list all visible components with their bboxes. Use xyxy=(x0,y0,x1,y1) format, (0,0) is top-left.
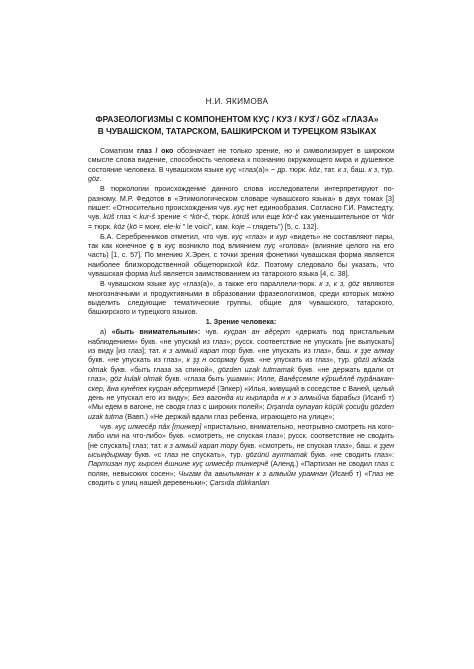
paragraph-5: а) «быть внимательным»: чув. куçран ан вĕçерт «держать под пристальным наблюдением» букв. «не упускай из глаз»; русск. соответствие не упускать [не выпускать] из виду [из глаз]; тат. к з алмый карап тор букв. «не упускать из глаз», баш. к ҙҙе алмау букв. «не упускать из глаз», к ҙҙ н осормау букв. «не упускать из глаз», тур. gözü arkada olmak букв. «быть глаза за спиной», gözden uzak tutmamak букв. «не держать вдали от глаз», göz kulak olmak букв. «глаза быть ушами»: Илле, Ванĕçсемпе кӳршĕллĕ пурăнакан-скер, ăна кунĕпех куçран вĕçертмерĕ (Элкер) «Илья, живущий в соседстве с Ваней, целый день не упускал его из виду»; Без вагонда ки кырларда н к з алмыйча барабыз (Исанб т) «Мы едем в вагоне, не сводя глаз с широких полей»; Dışarıda oynayan küçük çocuğu gözden uzak tutma (Вавп.) «Не держай вдали глаз ребенка, играющего на улице»; xyxy=(88,328,395,421)
paragraph-1: Соматизм глаз / око обозначает не только зрение, но и символизирует в широком смысле слова видение, способность человека к познанию окружающего мира и душевное состояние человека. В чувашском языке куç «глаз(а)» ~ др. тюрк. köz, тат. к з, баш. к з, тур. göz. xyxy=(88,147,395,184)
paragraph-2: В тюркологии происхождение данного слова исследователи интерпретируют по-разному. М.Р. Федотов в «Этимологическом словаре чувашского языка» в двух томах [3] пишет: «Относительно происхождения чув. куç нет единообразия. Согласно Г.И. Рамстедту, чув. küš глаз < kur-š зрение < *kör-č, тюрк. körüš или еще kör-č как уменьшительное от *kör = тюрк. köz (kö = монг. ele-ki " le voici", кам. koje – глядеть") [5, с. 132]. xyxy=(88,185,394,231)
title-line-1: ФРАЗЕОЛОГИЗМЫ С КОМПОНЕНТОМ КУÇ / КУЗ / КУЗ̌ / GÖZ «ГЛАЗА» xyxy=(95,114,379,124)
title-line-2: В ЧУВАШСКОМ, ТАТАРСКОМ, БАШКИРСКОМ И ТУРЕЦКОМ ЯЗЫКАХ xyxy=(97,126,377,136)
paragraph-3: Б.А. Серебренников отметил, что чув. куç «глаз» и кур «видеть» не составляют пары, так как конечное ç в куç возникло под влиянием пуç «голова» (влияние целого на его часть) [1, с. 57]. По мнению Х.Эрен, с точки зрения фонетики чувашская форма является наиболее близкородственной общетюркской köz. Поэтому следовало бы указать, что чувашская форма kuš является заимствованием из татарского языка [4, с. 38]. xyxy=(88,232,394,279)
author-name: Н.И. ЯКИМОВА xyxy=(205,97,269,106)
paragraph-6: чув. куç илмесĕр пăх [тинкер] «пристально, внимательно, неотрывно смотреть на кого-либо или на что-либо» букв. «смотреть, не спуская глаз»; русск. соответствие не сводить [не спускать] глаз; тат. к з алмый карап тору букв. «смотреть, не спуская глаз», баш. к ҙҙен ысыңдырмау букв. «с глаз не спускать», тур. gözünü ayırmamak букв. «не сводить глаз»: Партизан пуç хырсен ĕшнине куç илмесĕр тинкерчĕ (Аленд.) «Партизан не сводил глаз с полян, невысоких сосен»; Чыгам да авылымнан к з алмыйм урамнан (Исанб т) «Глаз не сводить с улиц нашей деревеньки»; Çarsıda dükkanları xyxy=(88,422,394,488)
section-heading: 1. Зрение человека: xyxy=(205,318,277,327)
article-body xyxy=(88,147,394,489)
paragraph-4: В чувашском языке куç «глаз(а)», а также его параллели-тюрк. к з, к з, göz являются многозначными и продуктивными в образовании фразеологизмов, среди которых можно выделить следующие тематические группы, общие для чувашского, татарского, башкирского и турецкого языков. xyxy=(88,280,394,317)
article-title xyxy=(60,113,414,137)
